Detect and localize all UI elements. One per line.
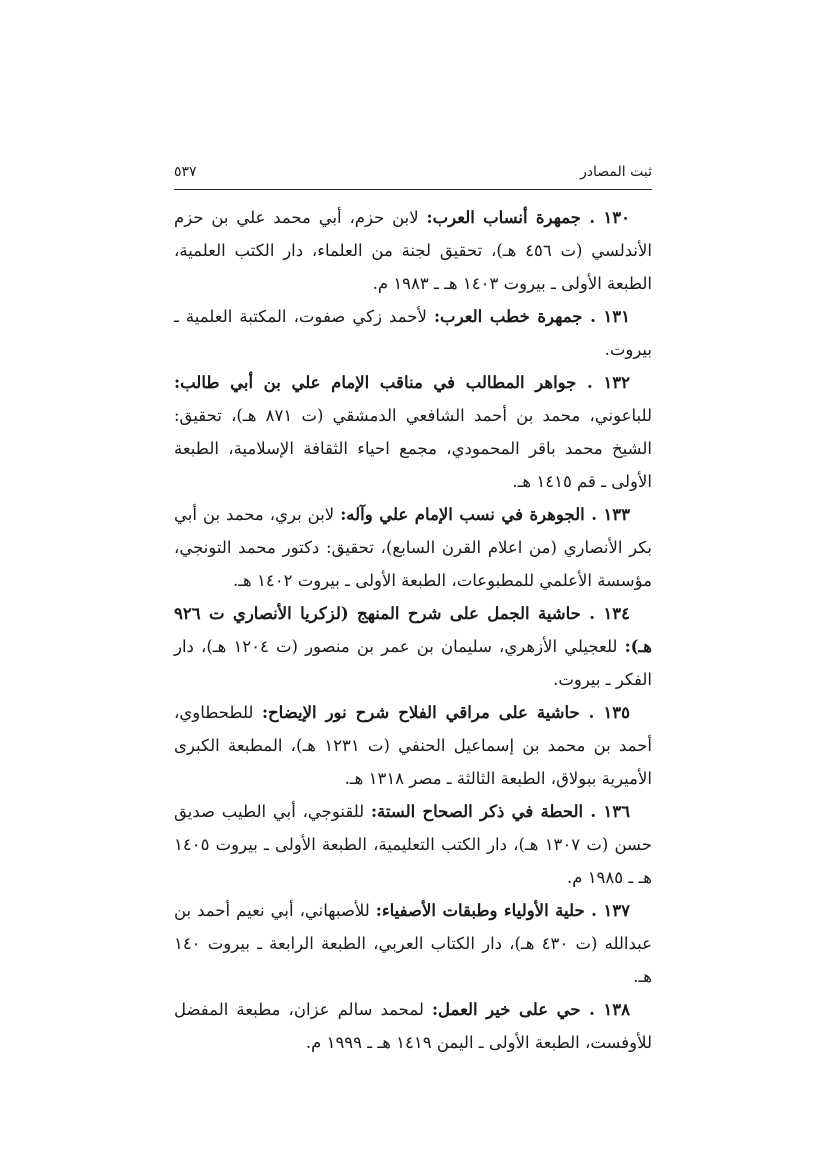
running-head xyxy=(174,164,652,186)
entry-number: ١٣٣ . xyxy=(584,505,631,524)
entry-details: للطحطاوي، أحمد بن محمد بن إسماعيل الحنفي (ت ١٢٣١ هـ)، المطبعة الكبرى الأميرية ببولاق، الطبعة الثالثة ـ مصر ١٣١٨ هـ. xyxy=(174,703,652,788)
entry-title: جمهرة أنساب العرب: xyxy=(426,208,582,227)
entry-number: ١٣١ . xyxy=(582,307,630,326)
entry-title: حلية الأولياء وطبقات الأصفياء: xyxy=(375,901,585,920)
entry-number: ١٣٨ . xyxy=(580,1000,630,1019)
page-number: ٥٣٧ xyxy=(174,164,197,180)
entry-details: للعجيلي الأزهري، سليمان بن عمر بن منصور (ت ١٢٠٤ هـ)، دار الفكر ـ بيروت. xyxy=(174,637,652,689)
entry-title: جواهر المطالب في مناقب الإمام علي بن أبي طالب: xyxy=(174,373,577,392)
entry-title: جمهرة خطب العرب: xyxy=(433,307,583,326)
entry-number: ١٣٧ . xyxy=(584,901,631,920)
entry-title: الحطة في ذكر الصحاح الستة: xyxy=(370,802,584,821)
section-title: ثبت المصادر xyxy=(580,164,652,180)
entry-number: ١٣٥ . xyxy=(579,703,630,722)
entry-details: لأحمد زكي صفوت، المكتبة العلمية ـ بيروت. xyxy=(174,307,652,359)
bibliography-entry-131 xyxy=(174,300,652,366)
bibliography-entry-130 xyxy=(174,201,652,300)
bibliography-list xyxy=(174,201,652,1059)
entry-details: للباعوني، محمد بن أحمد الشافعي الدمشقي (ت ٨٧١ هـ)، تحقيق: الشيخ محمد باقر المحمودي، مجمع احياء الثقافة الإسلامية، الطبعة الأولى ـ قم ١٤١٥ هـ. xyxy=(174,406,652,491)
entry-title: حاشية الجمل على شرح المنهج (لزكريا الأنصاري ت ٩٢٦ هـ): xyxy=(174,604,653,656)
entry-details: لمحمد سالم عزان، مطبعة المفضل للأوفست، الطبعة الأولى ـ اليمن ١٤١٩ هـ ـ ١٩٩٩ م. xyxy=(174,1000,652,1052)
entry-details: لابن بري، محمد بن أبي بكر الأنصاري (من اعلام القرن السابع)، تحقيق: دكتور محمد التونجي، مؤسسة الأعلمي للمطبوعات، الطبعة الأولى ـ بيروت ١٤٠٢ هـ. xyxy=(174,505,652,590)
entry-title: حي على خير العمل: xyxy=(431,1000,581,1019)
bibliography-entry-136 xyxy=(174,795,652,894)
bibliography-entry-137 xyxy=(174,894,652,993)
entry-details: لابن حزم، أبي محمد علي بن حزم الأندلسي (ت ٤٥٦ هـ)، تحقيق لجنة من العلماء، دار الكتب العلمية، الطبعة الأولى ـ بيروت ١٤٠٣ هـ ـ ١٩٨٣ م. xyxy=(174,208,652,293)
entry-details: للقنوجي، أبي الطيب صديق حسن (ت ١٣٠٧ هـ)، دار الكتب التعليمية، الطبعة الأولى ـ بيروت ١٤٠٥ هـ ـ ١٩٨٥ م. xyxy=(174,802,652,887)
entry-number: ١٣٢ . xyxy=(576,373,630,392)
bibliography-entry-133 xyxy=(174,498,652,597)
header-rule xyxy=(174,189,652,190)
entry-number: ١٣٤ . xyxy=(580,604,630,623)
entry-number: ١٣٠ . xyxy=(581,208,630,227)
entry-title: الجوهرة في نسب الإمام علي وآله: xyxy=(340,505,585,524)
bibliography-entry-135 xyxy=(174,696,652,795)
bibliography-entry-138 xyxy=(174,993,652,1059)
bibliography-entry-134 xyxy=(174,597,652,696)
entry-title: حاشية على مراقي الفلاح شرح نور الإيضاح: xyxy=(261,703,580,722)
entry-details: للأصبهاني، أبي نعيم أحمد بن عبدالله (ت ٤٣٠ هـ)، دار الكتاب العربي، الطبعة الرابعة ـ بيروت ١٤٠ هـ. xyxy=(174,901,653,986)
entry-number: ١٣٦ . xyxy=(583,802,630,821)
bibliography-entry-132 xyxy=(174,366,652,498)
